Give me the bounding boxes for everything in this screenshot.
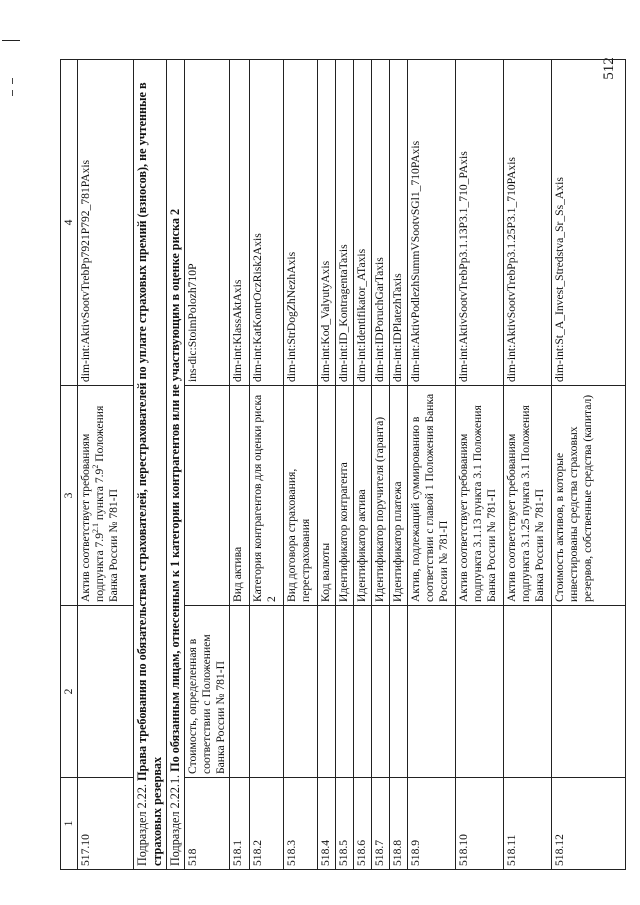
row-number: 518.8 [390,778,408,870]
row-title [456,606,504,778]
table-row [78,60,134,870]
row-title [336,606,354,778]
row-title [408,606,456,778]
table-row [552,60,626,870]
row-code: dim-int:St_A_Invest_Stredstva_Sr_Ss_Axis [552,60,626,386]
row-code: dim-int:KlassAktAxis [230,60,250,386]
row-description: Актив соответствует требованиям подпункта 3.1.25 пункта 3.1 Положения Банка России № 781-П [504,386,552,606]
column-header: 4 [61,60,78,386]
column-header: 1 [61,778,78,870]
row-number: 518.11 [504,778,552,870]
section-row [167,60,185,870]
row-description: Вид актива [230,386,250,606]
row-description: Актив соответствует требованиям подпункта 3.1.13 пункта 3.1 Положения Банка России № 781-П [456,386,504,606]
row-title [372,606,390,778]
row-code: ins-dic:StoimPolozh710P [185,60,230,386]
row-number: 518.3 [284,778,318,870]
row-title [284,606,318,778]
table-row [390,60,408,870]
row-description: Идентификатор контрагента [336,386,354,606]
row-description: Актив соответствует требованиям подпункта $7.9^{2.1}$ пункта $7.9^2$ Положения Банка России № 781-П [78,386,134,606]
row-title: Стоимость, определенная в соответствии с Положением Банка России № 781-П [185,606,230,778]
row-code: dim-int:AktivSootvTrebPp3.1.13P3.1_710_PAxis [456,60,504,386]
row-number: 518.1 [230,778,250,870]
table-row [284,60,318,870]
row-title [250,606,284,778]
row-title [354,606,372,778]
row-number: 518.9 [408,778,456,870]
table-header-row [61,60,78,870]
column-header: 3 [61,386,78,606]
row-code: dim-int:IDPlatezhTaxis [390,60,408,386]
row-title [504,606,552,778]
row-code: dim-int:AktivSootvTrebPp7921P792_781PAxis [78,60,134,386]
binding-mark [2,40,20,41]
row-number: 518.4 [318,778,336,870]
table-body [230,60,626,870]
binding-mark [12,78,13,84]
row-number: 518.2 [250,778,284,870]
row-title [78,606,134,778]
row-code: dim-int:AktivPodlezhSummVSootvSGl1_710PAxis [408,60,456,386]
row-description: Идентификатор платежа [390,386,408,606]
row-number: 518 [185,778,230,870]
row-number: 517.10 [78,778,134,870]
row-code: dim-int:KatKontrOczRisk2Axis [250,60,284,386]
row-code: dim-int:AktivSootvTrebPp3.1.25P3.1_710PAxis [504,60,552,386]
section-row [134,60,167,870]
table-row [354,60,372,870]
row-description: Идентификатор актива [354,386,372,606]
row-description: Категория контрагентов для оценки риска 2 [250,386,284,606]
row-title [552,606,626,778]
row-code: dim-int:Kod_ValyutyAxis [318,60,336,386]
table-row [408,60,456,870]
row-code: dim-int:Identifikator_ATaxis [354,60,372,386]
row-title [318,606,336,778]
row-code: dim-int:StrDogZhNezhAxis [284,60,318,386]
table-row [250,60,284,870]
row-description: Код валюты [318,386,336,606]
row-number: 518.6 [354,778,372,870]
table-row [504,60,552,870]
table-row [336,60,354,870]
row-number: 518.12 [552,778,626,870]
row-description [185,386,230,606]
row-code: dim-int:ID_KontragentaTaxis [336,60,354,386]
row-description: Стоимость активов, в которые инвестированы средства страховых резервов, собственные средства (капитал) [552,386,626,606]
row-title [390,606,408,778]
table-row [185,60,230,870]
table-row [318,60,336,870]
row-title [230,606,250,778]
column-header: 2 [61,606,78,778]
row-description: Вид договора страхования, перестрахования [284,386,318,606]
table-row [456,60,504,870]
row-description: Актив, подлежащий суммированию в соответствии с главой 1 Положения Банка России № 781-П [408,386,456,606]
row-number: 518.7 [372,778,390,870]
binding-mark [12,90,13,96]
row-code: dim-int:IDPoruchGarTaxis [372,60,390,386]
section-heading-2-22-1: Подраздел 2.22.1. По обязанным лицам, отнесенным к 1 категории контрагентов или не участвующим в оценке риска 2 [167,60,185,870]
row-number: 518.5 [336,778,354,870]
table-row [230,60,250,870]
row-number: 518.10 [456,778,504,870]
row-description: Идентификатор поручителя (гаранта) [372,386,390,606]
table-row [372,60,390,870]
page-number: 512 [600,57,617,80]
rotated-table-container [60,60,594,870]
data-table [60,59,626,870]
section-heading-2-22: Подраздел 2.22. Права требования по обязательствам страхователей, перестрахователей по уплате страховых премий (взносов), не учтенные в страховых резервах [134,60,167,870]
